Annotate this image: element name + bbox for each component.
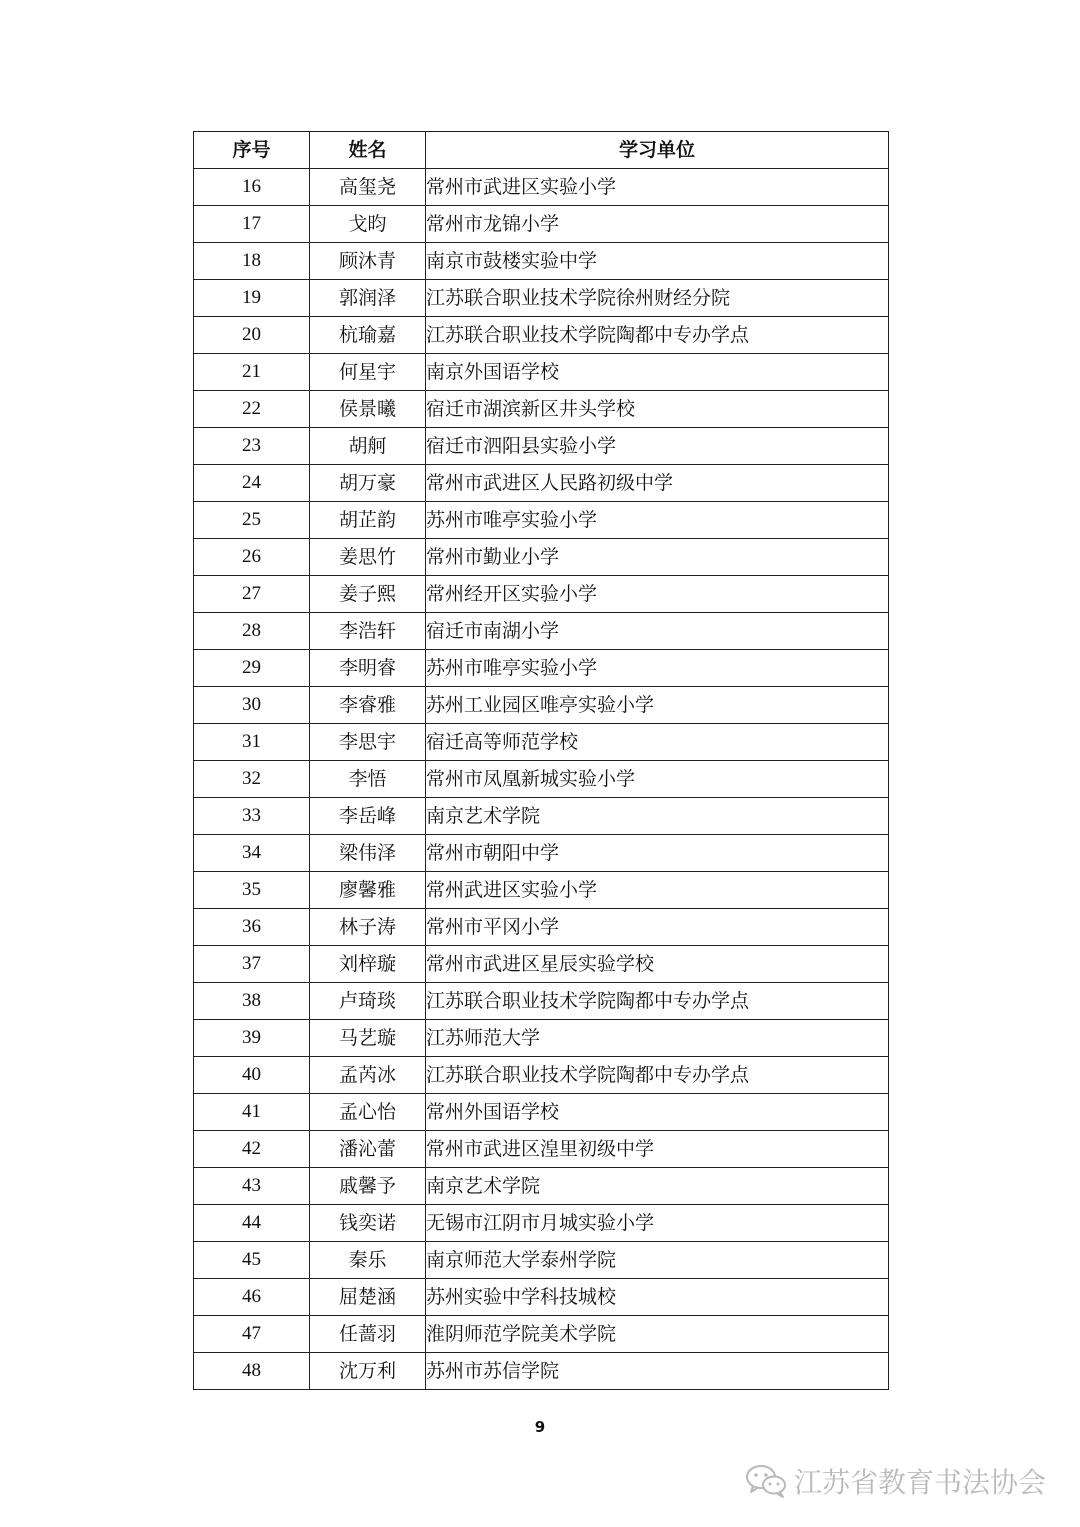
- cell-name: 李岳峰: [310, 798, 426, 835]
- cell-study-unit: 江苏联合职业技术学院徐州财经分院: [426, 280, 889, 317]
- cell-study-unit: 常州市武进区人民路初级中学: [426, 465, 889, 502]
- cell-name: 高玺尧: [310, 169, 426, 206]
- cell-study-unit: 常州武进区实验小学: [426, 872, 889, 909]
- cell-study-unit: 宿迁市泗阳县实验小学: [426, 428, 889, 465]
- table-row: [194, 1057, 889, 1094]
- table-row: [194, 1279, 889, 1316]
- cell-name: 顾沐青: [310, 243, 426, 280]
- table-row: [194, 1020, 889, 1057]
- cell-study-unit: 南京市鼓楼实验中学: [426, 243, 889, 280]
- cell-serial-number: 38: [194, 983, 310, 1020]
- cell-study-unit: 江苏联合职业技术学院陶都中专办学点: [426, 1057, 889, 1094]
- roster-table: [193, 131, 889, 1390]
- table-row: [194, 1094, 889, 1131]
- cell-name: 潘沁蕾: [310, 1131, 426, 1168]
- cell-name: 任蔷羽: [310, 1316, 426, 1353]
- table-row: [194, 1131, 889, 1168]
- cell-study-unit: 南京外国语学校: [426, 354, 889, 391]
- table-row: [194, 983, 889, 1020]
- cell-study-unit: 宿迁市湖滨新区井头学校: [426, 391, 889, 428]
- cell-name: 刘梓璇: [310, 946, 426, 983]
- cell-study-unit: 江苏师范大学: [426, 1020, 889, 1057]
- cell-study-unit: 宿迁高等师范学校: [426, 724, 889, 761]
- page-number: 9: [534, 1418, 546, 1436]
- cell-study-unit: 苏州实验中学科技城校: [426, 1279, 889, 1316]
- table-row: [194, 761, 889, 798]
- header-serial-number: 序号: [194, 132, 310, 169]
- watermark-text: 江苏省教育书法协会: [793, 1466, 1046, 1499]
- cell-study-unit: 苏州工业园区唯亭实验小学: [426, 687, 889, 724]
- cell-serial-number: 34: [194, 835, 310, 872]
- cell-name: 胡芷韵: [310, 502, 426, 539]
- cell-study-unit: 常州外国语学校: [426, 1094, 889, 1131]
- table-row: [194, 465, 889, 502]
- table-row: [194, 687, 889, 724]
- table-row: [194, 576, 889, 613]
- table-row: [194, 909, 889, 946]
- table-row: [194, 243, 889, 280]
- cell-study-unit: 苏州市唯亭实验小学: [426, 650, 889, 687]
- cell-serial-number: 16: [194, 169, 310, 206]
- cell-serial-number: 23: [194, 428, 310, 465]
- table-row: [194, 354, 889, 391]
- cell-name: 梁伟泽: [310, 835, 426, 872]
- cell-serial-number: 27: [194, 576, 310, 613]
- cell-serial-number: 40: [194, 1057, 310, 1094]
- cell-serial-number: 29: [194, 650, 310, 687]
- cell-name: 李悟: [310, 761, 426, 798]
- cell-study-unit: 常州市勤业小学: [426, 539, 889, 576]
- cell-serial-number: 31: [194, 724, 310, 761]
- table-row: [194, 169, 889, 206]
- cell-study-unit: 无锡市江阴市月城实验小学: [426, 1205, 889, 1242]
- cell-name: 李浩轩: [310, 613, 426, 650]
- cell-serial-number: 37: [194, 946, 310, 983]
- table-row: [194, 391, 889, 428]
- table-row: [194, 650, 889, 687]
- cell-name: 廖馨雅: [310, 872, 426, 909]
- table-row: [194, 1353, 889, 1390]
- table-row: [194, 724, 889, 761]
- cell-name: 沈万利: [310, 1353, 426, 1390]
- table-row: [194, 1316, 889, 1353]
- table-row: [194, 280, 889, 317]
- cell-name: 秦乐: [310, 1242, 426, 1279]
- cell-name: 屈楚涵: [310, 1279, 426, 1316]
- cell-name: 李明睿: [310, 650, 426, 687]
- table-row: [194, 946, 889, 983]
- cell-name: 李思宇: [310, 724, 426, 761]
- cell-serial-number: 45: [194, 1242, 310, 1279]
- cell-name: 李睿雅: [310, 687, 426, 724]
- cell-study-unit: 江苏联合职业技术学院陶都中专办学点: [426, 983, 889, 1020]
- header-study-unit: 学习单位: [426, 132, 889, 169]
- cell-serial-number: 36: [194, 909, 310, 946]
- cell-serial-number: 22: [194, 391, 310, 428]
- cell-study-unit: 南京艺术学院: [426, 798, 889, 835]
- table-row: [194, 835, 889, 872]
- cell-serial-number: 26: [194, 539, 310, 576]
- table-row: [194, 1205, 889, 1242]
- cell-serial-number: 17: [194, 206, 310, 243]
- cell-serial-number: 47: [194, 1316, 310, 1353]
- cell-study-unit: 南京艺术学院: [426, 1168, 889, 1205]
- cell-serial-number: 44: [194, 1205, 310, 1242]
- cell-study-unit: 常州市朝阳中学: [426, 835, 889, 872]
- table-row: [194, 1242, 889, 1279]
- cell-study-unit: 常州市平冈小学: [426, 909, 889, 946]
- cell-serial-number: 20: [194, 317, 310, 354]
- cell-name: 胡舸: [310, 428, 426, 465]
- cell-serial-number: 24: [194, 465, 310, 502]
- cell-serial-number: 41: [194, 1094, 310, 1131]
- table-body: [194, 169, 889, 1390]
- cell-name: 胡万豪: [310, 465, 426, 502]
- cell-serial-number: 28: [194, 613, 310, 650]
- table-row: [194, 1168, 889, 1205]
- table-row: [194, 613, 889, 650]
- table-row: [194, 428, 889, 465]
- cell-name: 戈昀: [310, 206, 426, 243]
- cell-study-unit: 常州市龙锦小学: [426, 206, 889, 243]
- cell-serial-number: 43: [194, 1168, 310, 1205]
- cell-serial-number: 35: [194, 872, 310, 909]
- cell-serial-number: 32: [194, 761, 310, 798]
- cell-name: 戚馨予: [310, 1168, 426, 1205]
- cell-serial-number: 19: [194, 280, 310, 317]
- cell-name: 卢琦琰: [310, 983, 426, 1020]
- cell-name: 钱奕诺: [310, 1205, 426, 1242]
- cell-study-unit: 苏州市唯亭实验小学: [426, 502, 889, 539]
- table-header-row: [194, 132, 889, 169]
- cell-name: 杭瑜嘉: [310, 317, 426, 354]
- table-row: [194, 798, 889, 835]
- cell-study-unit: 常州市武进区实验小学: [426, 169, 889, 206]
- cell-serial-number: 39: [194, 1020, 310, 1057]
- cell-serial-number: 25: [194, 502, 310, 539]
- cell-study-unit: 苏州市苏信学院: [426, 1353, 889, 1390]
- cell-name: 马艺璇: [310, 1020, 426, 1057]
- cell-study-unit: 宿迁市南湖小学: [426, 613, 889, 650]
- cell-name: 侯景曦: [310, 391, 426, 428]
- watermark: [744, 1461, 1046, 1501]
- cell-study-unit: 常州市凤凰新城实验小学: [426, 761, 889, 798]
- cell-study-unit: 常州经开区实验小学: [426, 576, 889, 613]
- cell-serial-number: 30: [194, 687, 310, 724]
- cell-study-unit: 常州市武进区湟里初级中学: [426, 1131, 889, 1168]
- cell-serial-number: 33: [194, 798, 310, 835]
- table-row: [194, 206, 889, 243]
- header-name: 姓名: [310, 132, 426, 169]
- cell-name: 孟芮冰: [310, 1057, 426, 1094]
- cell-name: 郭润泽: [310, 280, 426, 317]
- cell-study-unit: 常州市武进区星辰实验学校: [426, 946, 889, 983]
- cell-study-unit: 淮阴师范学院美术学院: [426, 1316, 889, 1353]
- cell-serial-number: 48: [194, 1353, 310, 1390]
- cell-serial-number: 42: [194, 1131, 310, 1168]
- table-row: [194, 539, 889, 576]
- table-row: [194, 317, 889, 354]
- cell-name: 林子涛: [310, 909, 426, 946]
- cell-name: 姜思竹: [310, 539, 426, 576]
- cell-name: 何星宇: [310, 354, 426, 391]
- cell-study-unit: 南京师范大学泰州学院: [426, 1242, 889, 1279]
- cell-study-unit: 江苏联合职业技术学院陶都中专办学点: [426, 317, 889, 354]
- cell-name: 姜子熙: [310, 576, 426, 613]
- cell-serial-number: 46: [194, 1279, 310, 1316]
- cell-serial-number: 18: [194, 243, 310, 280]
- wechat-icon: [744, 1463, 788, 1499]
- cell-name: 孟心怡: [310, 1094, 426, 1131]
- table-row: [194, 502, 889, 539]
- table-row: [194, 872, 889, 909]
- cell-serial-number: 21: [194, 354, 310, 391]
